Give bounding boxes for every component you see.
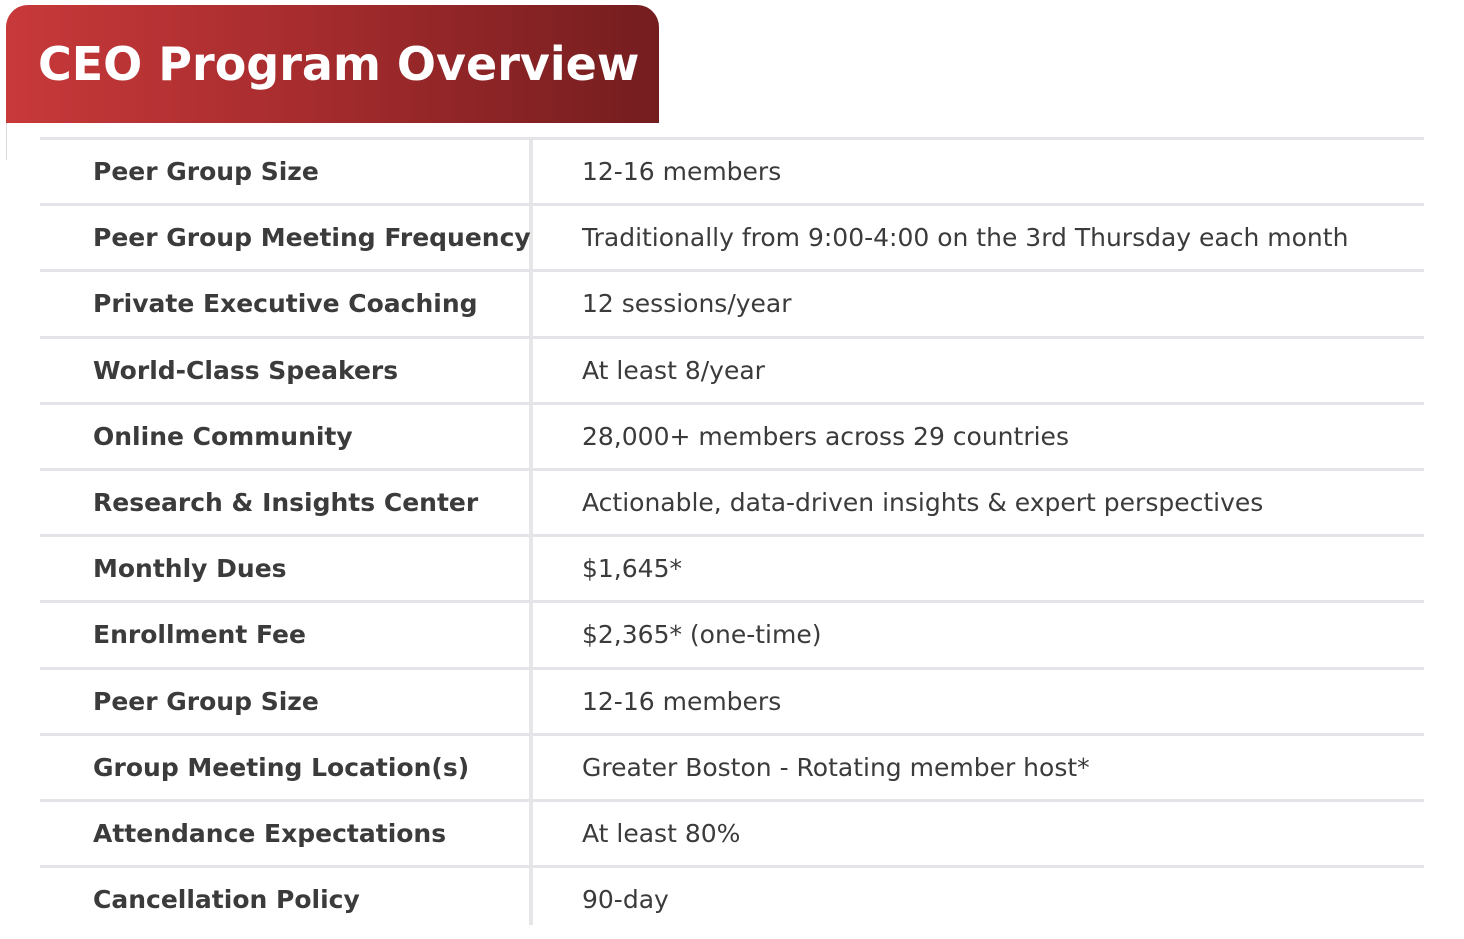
row-value: $1,645* [582,554,682,584]
row-label: Private Executive Coaching [93,289,478,319]
table-row [40,402,1424,468]
row-label: Attendance Expectations [93,818,447,848]
row-value: $2,365* (one-time) [582,620,822,650]
row-label: Group Meeting Location(s) [93,752,470,782]
banner-edge-line [6,123,7,160]
table-row [40,468,1424,534]
row-value: 12 sessions/year [582,289,792,319]
table-row [40,600,1424,666]
row-value: 12-16 members [582,157,782,187]
row-label: Peer Group Meeting Frequency [93,223,531,253]
row-value: Traditionally from 9:00-4:00 on the 3rd Thursday each month [582,223,1349,253]
table-row [40,799,1424,865]
row-label: Research & Insights Center [93,488,479,518]
row-value: At least 80% [582,818,741,848]
row-value: At least 8/year [582,355,765,385]
table-row [40,733,1424,799]
row-label: World-Class Speakers [93,355,399,385]
row-label: Peer Group Size [93,686,319,716]
row-value: 28,000+ members across 29 countries [582,421,1069,451]
row-label: Online Community [93,421,353,451]
row-label: Monthly Dues [93,554,287,584]
table-row [40,137,1424,203]
table-row [40,336,1424,402]
row-value: 90-day [582,885,669,915]
table-row [40,269,1424,335]
row-value: 12-16 members [582,686,782,716]
row-label: Cancellation Policy [93,885,360,915]
row-value: Greater Boston - Rotating member host* [582,752,1090,782]
row-label: Enrollment Fee [93,620,306,650]
program-overview-table [40,137,1424,931]
table-row [40,865,1424,931]
page-title: CEO Program Overview [38,37,640,91]
row-value: Actionable, data-driven insights & expert perspectives [582,488,1264,518]
header-banner [6,5,659,123]
table-row [40,667,1424,733]
table-row [40,203,1424,269]
row-label: Peer Group Size [93,157,319,187]
table-row [40,534,1424,600]
